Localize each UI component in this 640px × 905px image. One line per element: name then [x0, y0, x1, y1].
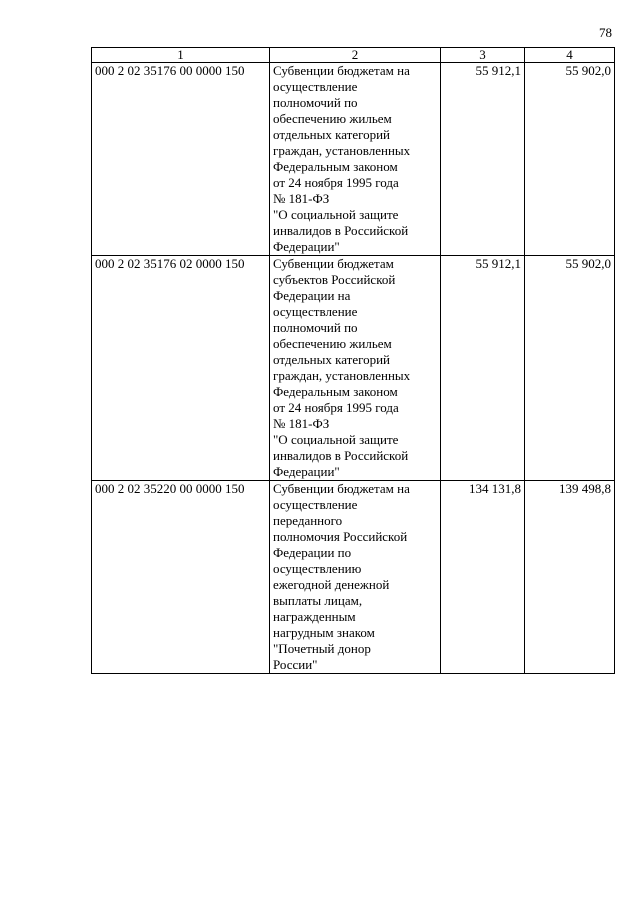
budget-name-cell: Субвенции бюджетам субъектов Российской Федерации на осуществление полномочий по обеспечению жильем отдельных категорий граждан, установленных Федеральным законом от 24 ноября 1995 года № 181-ФЗ "О социальной защите инвалидов в Российской Федерации" — [270, 256, 441, 481]
table-body — [92, 63, 615, 674]
amount-col3-cell: 134 131,8 — [441, 481, 525, 674]
header-cell-2: 2 — [270, 48, 441, 63]
amount-col4-cell: 55 902,0 — [525, 256, 615, 481]
amount-col4-cell: 55 902,0 — [525, 63, 615, 256]
budget-code-cell: 000 2 02 35176 00 0000 150 — [92, 63, 270, 256]
budget-table — [91, 47, 615, 674]
table-row — [92, 481, 615, 674]
header-cell-1: 1 — [92, 48, 270, 63]
budget-code-cell: 000 2 02 35220 00 0000 150 — [92, 481, 270, 674]
amount-col4-cell: 139 498,8 — [525, 481, 615, 674]
amount-col3-cell: 55 912,1 — [441, 256, 525, 481]
amount-col3-cell: 55 912,1 — [441, 63, 525, 256]
table-row — [92, 256, 615, 481]
header-cell-4: 4 — [525, 48, 615, 63]
header-cell-3: 3 — [441, 48, 525, 63]
budget-name-cell: Субвенции бюджетам на осуществление переданного полномочия Российской Федерации по осуществлению ежегодной денежной выплаты лицам, награжденным нагрудным знаком "Почетный донор России" — [270, 481, 441, 674]
header-row — [92, 48, 615, 63]
table-row — [92, 63, 615, 256]
table-header — [92, 48, 615, 63]
budget-code-cell: 000 2 02 35176 02 0000 150 — [92, 256, 270, 481]
page-number: 78 — [599, 25, 612, 40]
budget-name-cell: Субвенции бюджетам на осуществление полномочий по обеспечению жильем отдельных категорий граждан, установленных Федеральным законом от 24 ноября 1995 года № 181-ФЗ "О социальной защите инвалидов в Российской Федерации" — [270, 63, 441, 256]
